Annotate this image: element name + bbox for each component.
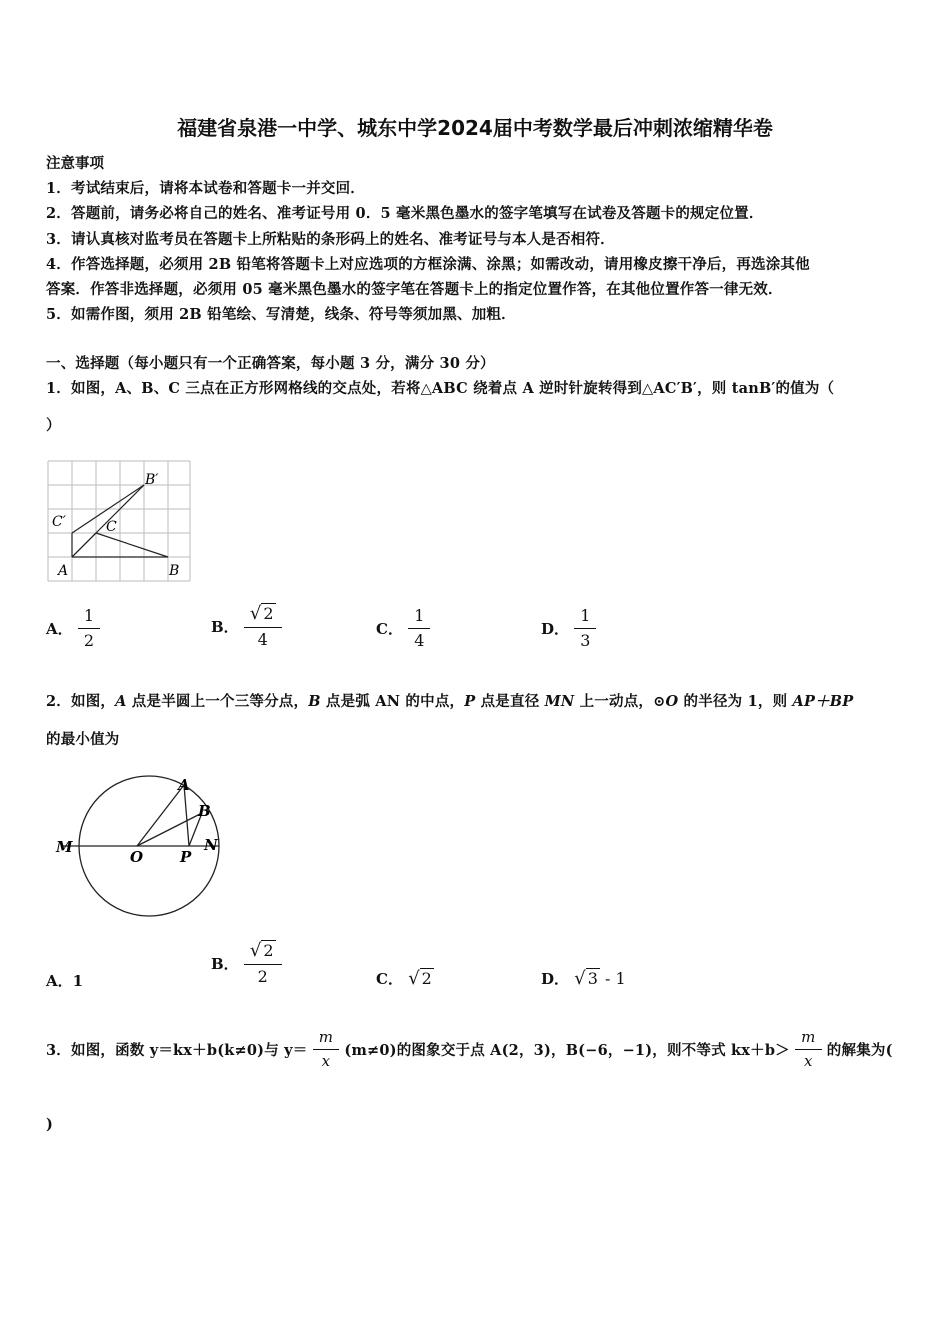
q3-text-part: 3．如图，函数 y＝kx＋b(k≠0)与 y＝ xyxy=(46,1042,308,1059)
notice-item: 5．如需作图，须用 2B 铅笔绘、写清楚，线条、符号等须加黑、加粗． xyxy=(46,306,516,323)
option-letter: D． xyxy=(541,970,570,988)
question-2-text xyxy=(46,690,853,711)
frac-den: x xyxy=(803,1052,813,1070)
frac-den: 4 xyxy=(257,630,268,649)
frac-num: 1 xyxy=(78,608,100,629)
q1-option-b[interactable]: B． $\frac{√ 2}{4}$ xyxy=(211,605,282,648)
q2-text-part: 点是弧 AN 的中点， xyxy=(320,693,465,710)
frac-den: 2 xyxy=(83,631,95,650)
q2-center: O xyxy=(665,693,679,710)
q2-text-part: 2．如图， xyxy=(46,693,116,710)
question-2-circle-figure xyxy=(52,770,232,920)
segment-cb xyxy=(96,533,168,557)
question-1-text: 1．如图，A、B、C 三点在正方形网格线的交点处，若将△ABC 绕着点 A 逆时针旋转得到△AC′B′，则 tanB′的值为（ xyxy=(46,380,835,397)
question-1-grid-figure xyxy=(44,455,194,590)
q1-option-c[interactable] xyxy=(376,608,430,649)
notice-item: 2．答题前，请务必将自己的姓名、准考证号用 0．5 毫米黑色墨水的签字笔填写在试卷及答题卡的规定位置． xyxy=(46,205,764,222)
question-3-text xyxy=(46,1030,893,1069)
q2-text-part: 上一动点，⊙ xyxy=(574,693,666,710)
label-b: B xyxy=(198,802,211,820)
q2-point-a: A xyxy=(115,693,127,710)
segment-oa xyxy=(137,785,184,846)
q2-text-part: 点是半圆上一个三等分点， xyxy=(126,693,309,710)
label-o: O xyxy=(130,848,144,866)
notice-item: 1．考试结束后，请将本试卷和答题卡一并交回． xyxy=(46,180,365,197)
question-3-close: ) xyxy=(46,1116,54,1133)
label-b: B xyxy=(169,563,180,579)
frac-num: m xyxy=(313,1030,339,1050)
label-c: C xyxy=(106,519,117,535)
section-heading: 一、选择题（每小题只有一个正确答案，每小题 3 分，满分 30 分） xyxy=(46,355,495,372)
option-letter: A． xyxy=(46,972,73,990)
option-suffix: - 1 xyxy=(599,969,626,988)
frac-num: 2 xyxy=(263,604,274,623)
q2-option-b[interactable]: B． $\frac{√ 2}{2}$ xyxy=(211,942,282,985)
q1-option-a[interactable] xyxy=(46,608,100,649)
q2-option-c[interactable]: C． √ 2 xyxy=(376,968,432,989)
q3-text-part: (m≠0)的图象交于点 A(2，3)，B(−6，−1)，则不等式 kx＋b＞ xyxy=(344,1042,790,1059)
q2-expression: AP＋BP xyxy=(792,693,854,710)
q3-text-part: 的解集为( xyxy=(826,1042,893,1059)
frac-num: m xyxy=(795,1030,821,1050)
q2-point-p: P xyxy=(464,693,476,710)
label-c-prime: C′ xyxy=(52,514,66,530)
notice-item: 3．请认真核对监考员在答题卡上所粘贴的条形码上的姓名、准考证号与本人是否相符． xyxy=(46,231,615,248)
frac-den: 3 xyxy=(580,631,591,650)
q2-diameter: MN xyxy=(544,693,575,710)
notice-item: 答案．作答非选择题，必须用 05 毫米黑色墨水的签字笔在答题卡上的指定位置作答，在其他位置作答一律无效． xyxy=(46,281,783,298)
option-value: 3 xyxy=(587,969,598,988)
frac-den: x xyxy=(321,1052,331,1070)
notice-heading: 注意事项 xyxy=(46,155,104,172)
option-letter: B． xyxy=(211,955,239,973)
option-letter: C． xyxy=(376,970,403,988)
label-n: N xyxy=(204,836,218,854)
label-p: P xyxy=(180,848,192,866)
q2-option-d[interactable]: D． √ 3 - 1 xyxy=(541,968,626,989)
option-value: 2 xyxy=(421,969,432,988)
question-2-line2: 的最小值为 xyxy=(46,731,120,748)
label-a: A xyxy=(178,776,190,794)
q2-option-a[interactable] xyxy=(46,970,83,991)
frac-num: 1 xyxy=(574,608,596,629)
segment-ob xyxy=(137,813,202,846)
frac-den: 2 xyxy=(257,967,268,986)
label-m: M xyxy=(56,838,73,856)
segment-ap xyxy=(184,785,189,846)
label-b-prime: B′ xyxy=(145,472,159,488)
option-letter: A． xyxy=(46,620,73,638)
option-letter: D． xyxy=(541,620,570,638)
question-1-close: ） xyxy=(46,417,61,434)
q2-point-b: B xyxy=(308,693,321,710)
q1-option-d[interactable] xyxy=(541,608,596,649)
q2-text-part: 点是直径 xyxy=(475,693,545,710)
option-letter: C． xyxy=(376,620,403,638)
option-letter: B． xyxy=(211,618,239,636)
page-title: 福建省泉港一中学、城东中学2024届中考数学最后冲刺浓缩精华卷 xyxy=(177,116,773,140)
frac-num: 2 xyxy=(263,941,274,960)
frac-den: 4 xyxy=(414,631,425,650)
notice-item: 4．作答选择题，必须用 2B 铅笔将答题卡上对应选项的方框涂满、涂黑；如需改动，请用橡皮擦干净后，再选涂其他 xyxy=(46,256,810,273)
label-a: A xyxy=(58,563,69,579)
option-value: 1 xyxy=(72,972,84,990)
q2-text-part: 的半径为 1，则 xyxy=(678,693,793,710)
frac-num: 1 xyxy=(408,608,430,629)
